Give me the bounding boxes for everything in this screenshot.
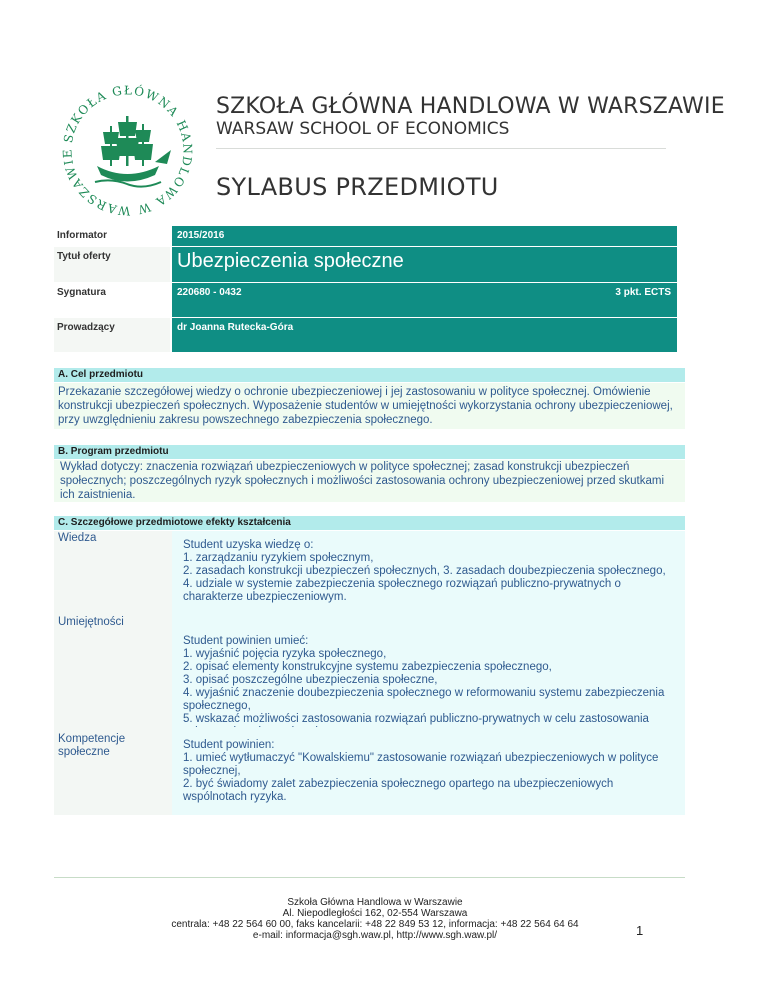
offer-title-label: Tytuł oferty [54,247,170,282]
ship-icon [95,116,171,187]
signature-label: Sygnatura [54,283,170,317]
knowledge-line: 4. udziale w systemie zabezpieczenia społecznego rozwiązań publiczno-prywatnych o charakterze ubezpieczeniowym. [183,578,621,603]
skills-line: 2. opisać elementy konstrukcyjne systemu zabezpieczenia społecznego, [183,661,552,673]
lecturer-label: Prowadzący [54,318,170,352]
footer-line: e-mail: informacja@sgh.waw.pl, http://www.sgh.waw.pl/ [252,930,498,941]
school-name-pl: SZKOŁA GŁÓWNA HANDLOWA W WARSZAWIE [216,94,725,119]
footer-divider [54,877,685,878]
document-title: SYLABUS PRZEDMIOTU [216,173,499,201]
footer-line: Al. Niepodległości 162, 02-554 Warszawa [282,908,468,919]
header-divider [216,148,666,149]
section-b-body [54,460,685,502]
informator-value: 2015/2016 [172,226,677,246]
competence-line: 1. umieć wytłumaczyć "Kowalskiemu" zastosowanie rozwiązań ubezpieczeniowych w polityce społecznej, [183,752,659,777]
section-a-text: Przekazanie szczegółowej wiedzy o ochronie ubezpieczeniowej i jej zastosowaniu w polityce społecznej. Omówienie konstrukcji ubezpieczeń społecznych. Wyposażenie studentów w umiejętności wykorzystania ochrony ubezpieczeniowej, przy uwzględnieniu zakresu powszechnego zabezpieczenia społecznego. [58,386,673,426]
skills-label: Umiejętności [54,615,172,727]
informator-label: Informator [54,226,170,246]
footer-line: centrala: +48 22 564 60 00, faks kancelarii: +48 22 849 53 12, informacja: +48 22 564 64 64 [171,919,579,930]
skills-line: 1. wyjaśnić pojęcia ryzyka społecznego, [183,648,387,660]
knowledge-body [172,531,685,615]
skills-line: 5. wskazać możliwości zastosowania rozwiązań publiczno-prywatnych w celu zastosowania [183,713,649,725]
footer-line: Szkoła Główna Handlowa w Warszawie [287,897,463,908]
competence-line: 2. być świadomy zalet zabezpieczenia społecznego opartego na ubezpieczeniowych wspólnotach ryzyka. [183,778,614,803]
skills-line: 3. opisać poszczególne ubezpieczenia społeczne, [183,674,438,686]
signature-row [172,283,677,317]
sgh-logo [55,78,200,223]
page-number: 1 [636,923,644,938]
section-c-title: C. Szczegółowe przedmiotowe efekty kształcenia [54,516,685,530]
section-b-text: Wykład dotyczy: znaczenia rozwiązań ubezpieczeniowych w polityce społecznej; zasad konstrukcji ubezpieczeń społecznych; poszczególnych ryzyk społecznych i możliwości zastosowania ochrony ubezpieczeniowej przed skutkami ich zaistnienia. [60,461,665,501]
skills-line: 4. wyjaśnić znaczenie doubezpieczenia społecznego w reformowaniu systemu zabezpieczenia społecznego, [183,687,665,712]
offer-title-value: Ubezpieczenia społeczne [172,247,677,282]
section-b-title: B. Program przedmiotu [54,445,685,459]
competence-line: Student powinien: [183,739,275,751]
logo-ring-text: SZKOŁA GŁÓWNA HANDLOWA W WARSZAWIE [60,83,195,218]
knowledge-line: 1. zarządzaniu ryzykiem społecznym, [183,552,374,564]
knowledge-line: 2. zasadach konstrukcji ubezpieczeń społecznych, 3. zasadach doubezpieczenia społecznego, [183,565,666,577]
knowledge-line: Student uzyska wiedzę o: [183,539,314,551]
competence-body [172,727,685,815]
skills-body [172,615,685,727]
knowledge-label: Wiedza [54,531,172,615]
competence-label: Kompetencje społeczne [54,727,172,815]
school-name-en: WARSAW SCHOOL OF ECONOMICS [216,119,510,139]
lecturer-value: dr Joanna Rutecka-Góra [172,318,677,352]
skills-line: Student powinien umieć: [183,635,309,647]
signature-value: 220680 - 0432 [177,287,242,298]
section-a-body [54,383,685,429]
footer [100,897,650,941]
section-a-title: A. Cel przedmiotu [54,368,685,382]
ects-value: 3 pkt. ECTS [615,287,671,298]
